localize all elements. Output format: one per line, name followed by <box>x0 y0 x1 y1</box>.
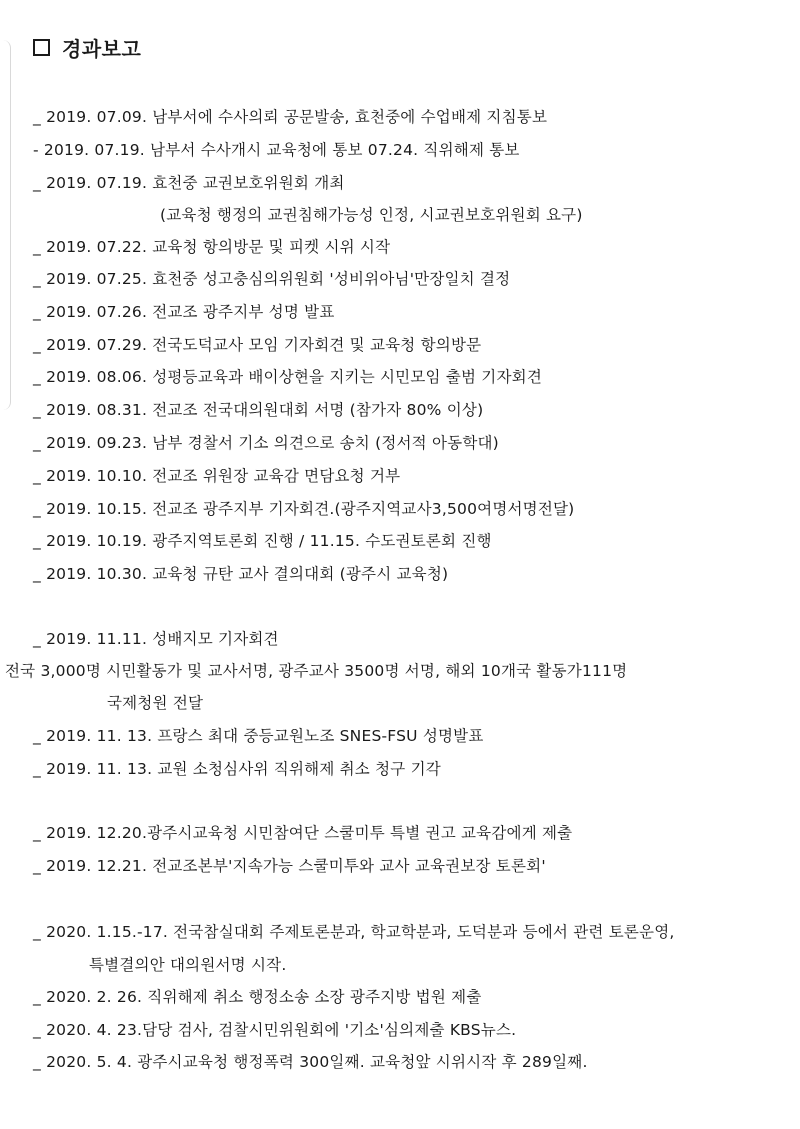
timeline-entry: _ 2019. 09.23. 남부 경찰서 기소 의견으로 송치 (정서적 아동학대) <box>33 434 499 452</box>
timeline-entry: _ 2019. 11. 13. 프랑스 최대 중등교원노조 SNES-FSU 성명발표 <box>33 727 484 745</box>
timeline-entry: _ 2020. 4. 23.담당 검사, 검찰시민위원회에 '기소'심의제출 KBS뉴스. <box>33 1021 517 1039</box>
timeline-entry-detail: 특별결의안 대의원서명 시작. <box>89 956 287 974</box>
page-title <box>33 33 141 62</box>
timeline-entry: _ 2019. 10.30. 교육청 규탄 교사 결의대회 (광주시 교육청) <box>33 565 449 583</box>
timeline-entry: _ 2020. 2. 26. 직위해제 취소 행정소송 소장 광주지방 법원 제출 <box>33 988 482 1006</box>
timeline-entry: _ 2019. 07.29. 전국도덕교사 모임 기자회견 및 교육청 항의방문 <box>33 336 482 354</box>
timeline-entry: _ 2019. 10.19. 광주지역토론회 진행 / 11.15. 수도권토론회 진행 <box>33 532 492 550</box>
timeline-entry: _ 2019. 10.15. 전교조 광주지부 기자회견.(광주지역교사3,500여명서명전달) <box>33 500 575 518</box>
timeline-entry: _ 2020. 1.15.-17. 전국참실대회 주제토론분과, 학교학분과, 도덕분과 등에서 관련 토론운영, <box>33 923 675 941</box>
timeline-entry-detail: 국제청원 전달 <box>107 694 204 712</box>
timeline-entry: _ 2019. 07.19. 효천중 교권보호위원회 개최 <box>33 174 345 192</box>
timeline-entry: _ 2020. 5. 4. 광주시교육청 행정폭력 300일째. 교육청앞 시위시작 후 289일째. <box>33 1053 588 1071</box>
timeline-entry: _ 2019. 07.25. 효천중 성고충심의위원회 '성비위아님'만장일치 결정 <box>33 270 511 288</box>
timeline-entry: _ 2019. 12.20.광주시교육청 시민참여단 스쿨미투 특별 권고 교육감에게 제출 <box>33 824 573 842</box>
timeline-entry: _ 2019. 07.22. 교육청 항의방문 및 피켓 시위 시작 <box>33 238 391 256</box>
timeline-entry-note: (교육청 행정의 교권침해가능성 인정, 시교권보호위원회 요구) <box>160 206 583 224</box>
timeline-entry: _ 2019. 08.06. 성평등교육과 배이상현을 지키는 시민모임 출범 기자회견 <box>33 368 542 386</box>
timeline-entry-detail: 전국 3,000명 시민활동가 및 교사서명, 광주교사 3500명 서명, 해외 10개국 활동가111명 <box>5 662 628 680</box>
timeline-entry: _ 2019. 12.21. 전교조본부'지속가능 스쿨미투와 교사 교육권보장 토론회' <box>33 857 546 875</box>
timeline-entry: - 2019. 07.19. 남부서 수사개시 교육청에 통보 07.24. 직위해제 통보 <box>33 141 520 159</box>
timeline-entry: _ 2019. 07.26. 전교조 광주지부 성명 발표 <box>33 303 335 321</box>
timeline-entry: _ 2019. 11.11. 성배지모 기자회견 <box>33 630 279 648</box>
timeline-entry: _ 2019. 07.09. 남부서에 수사의뢰 공문발송, 효천중에 수업배제 지침통보 <box>33 108 548 126</box>
timeline-entry: _ 2019. 10.10. 전교조 위원장 교육감 면담요청 거부 <box>33 467 401 485</box>
scrollbar-edge <box>0 40 11 410</box>
timeline-entry: _ 2019. 11. 13. 교원 소청심사위 직위해제 취소 청구 기각 <box>33 760 441 778</box>
timeline-entry: _ 2019. 08.31. 전교조 전국대의원대회 서명 (참가자 80% 이상) <box>33 401 484 419</box>
checkbox-icon <box>33 39 50 56</box>
title-text: 경과보고 <box>62 37 142 61</box>
